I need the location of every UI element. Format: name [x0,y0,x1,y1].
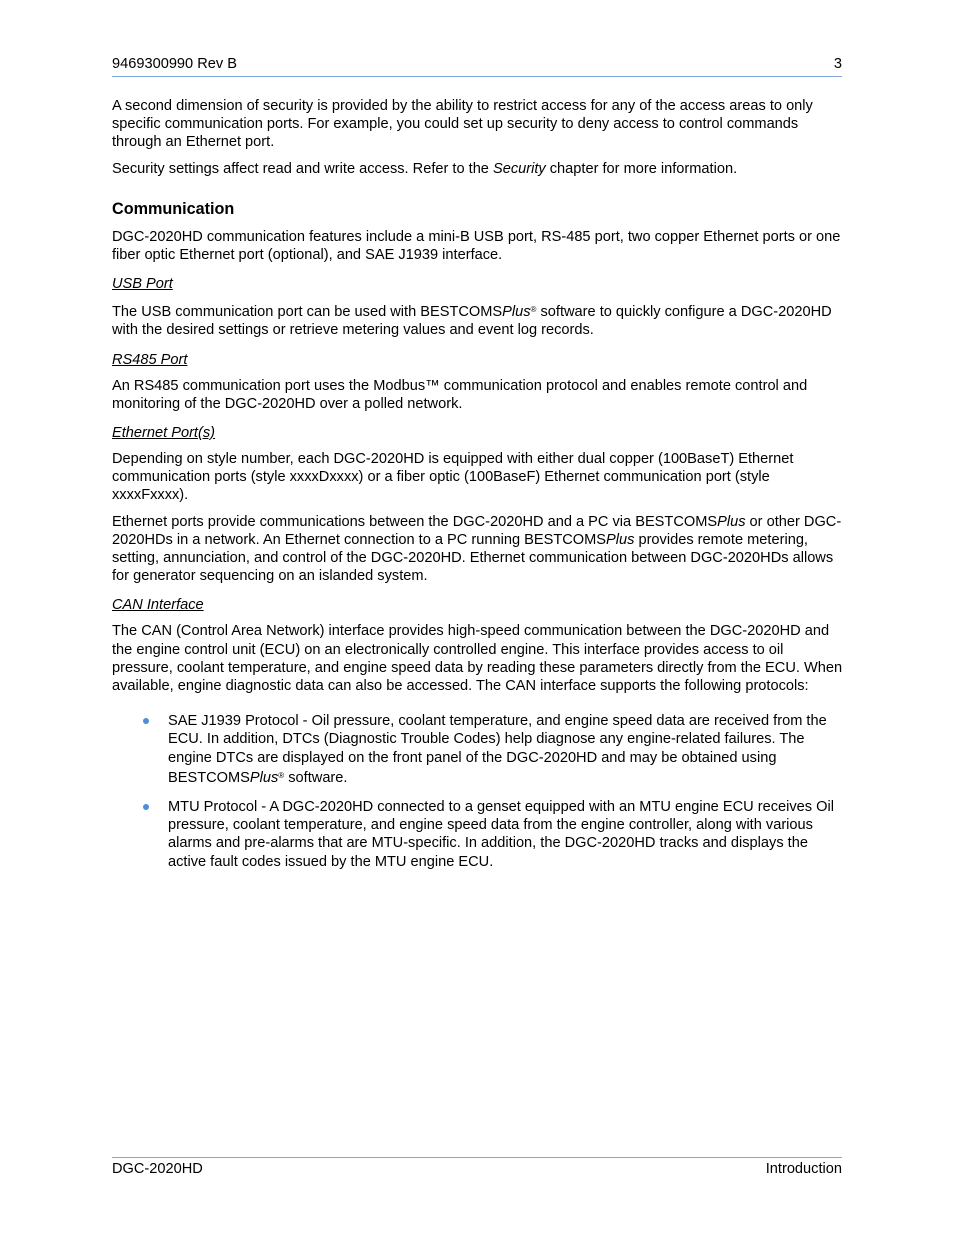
ethernet-text-c: provides remote metering, setting, annunciation, and control of the DGC-2020HD. Ethernet communication between DGC-2020HDs allows for generator sequencing on an islanded system. [112,531,834,585]
mtu-protocol-text: MTU Protocol - A DGC-2020HD connected to a genset equipped with an MTU engine ECU receives Oil pressure, coolant temperature, and engine speed data from the engine controller, along with various alarms and pre-alarms that are MTU-specific. In addition, the DGC-2020HD tracks and displays the active fault codes issued by the MTU engine ECU. [168,799,834,870]
page-footer [112,1157,842,1181]
usb-text-b: software to quickly configure a DGC-2020HD with the desired settings or retrieve metering values and event log records. [112,304,832,339]
rs485-port-paragraph: An RS485 communication port uses the Modbus™ communication protocol and enables remote control and monitoring of the DGC-2020HD over a polled network. [112,377,808,412]
ethernet-paragraph-1: Depending on style number, each DGC-2020HD is equipped with either dual copper (100BaseT) Ethernet communication ports (style xxxxDxxxx) or a fiber optic (100BaseF) Ethernet communication port (style xxxxFxxxx). [112,451,794,504]
document-number: 9469300990 Rev B [112,56,237,72]
registered-mark: ® [530,305,537,315]
registered-mark: ® [278,770,285,780]
communication-heading: Communication [112,199,235,218]
communication-paragraph: DGC-2020HD communication features include a mini-B USB port, RS-485 port, two copper Ethernet ports or one fiber optic Ethernet port (optional), and SAE J1939 interface. [112,228,841,264]
plus-italic: Plus [502,304,531,321]
page-content [112,97,844,882]
ethernet-paragraph-2 [112,513,844,586]
rs485-port-heading: RS485 Port [112,351,188,368]
bullet-icon [143,804,149,810]
footer-section: Introduction [765,1161,842,1177]
usb-port-paragraph [112,301,844,339]
bullet-icon [143,718,149,724]
usb-text-a: The USB communication port can be used with BESTCOMS [112,304,503,321]
security-chapter-ref: Security [492,160,546,177]
footer-product: DGC-2020HD [112,1161,203,1177]
plus-italic: Plus [717,513,746,530]
can-interface-heading: CAN Interface [112,597,204,614]
intro-text-a: Security settings affect read and write access. Refer to the [112,160,493,177]
usb-port-heading: USB Port [112,276,173,293]
j1939-text-a: SAE J1939 Protocol - Oil pressure, coolant temperature, and engine speed data are received from the ECU. In addition, DTCs (Diagnostic Trouble Codes) help diagnose any engine-related failures. The engine DTCs are displayed on the front panel of the DGC-2020HD and may be obtained using BESTCOMS [168,713,827,786]
ethernet-text-b: or other DGC-2020HDs in a network. An Ethernet connection to a PC running BESTCOMS [112,513,842,548]
intro-text-b: chapter for more information. [545,160,738,177]
intro-paragraph-2 [112,160,844,178]
intro-paragraph-1: A second dimension of security is provided by the ability to restrict access for any of the access areas to only specific communication ports. For example, you could set up security to deny access to control commands through an Ethernet port. [112,98,813,151]
ethernet-text-a: Ethernet ports provide communications between the DGC-2020HD and a PC via BESTCOMS [112,513,718,530]
plus-italic: Plus [606,531,635,548]
list-item [112,798,844,871]
can-interface-paragraph: The CAN (Control Area Network) interface provides high-speed communication between the DGC-2020HD and the engine control unit (ECU) on an electronically controlled engine. This interface provides access to oil pressure, coolant temperature, and engine speed data by reading these parameters directly from the ECU. When available, engine diagnostic data can also be accessed. The CAN interface supports the following protocols: [112,623,843,695]
page-number: 3 [833,56,842,72]
list-item [112,712,844,787]
page-header [112,56,842,77]
ethernet-ports-heading: Ethernet Port(s) [112,425,216,442]
plus-italic: Plus [249,769,279,786]
protocol-list [112,712,844,871]
j1939-text-b: software. [284,769,348,786]
